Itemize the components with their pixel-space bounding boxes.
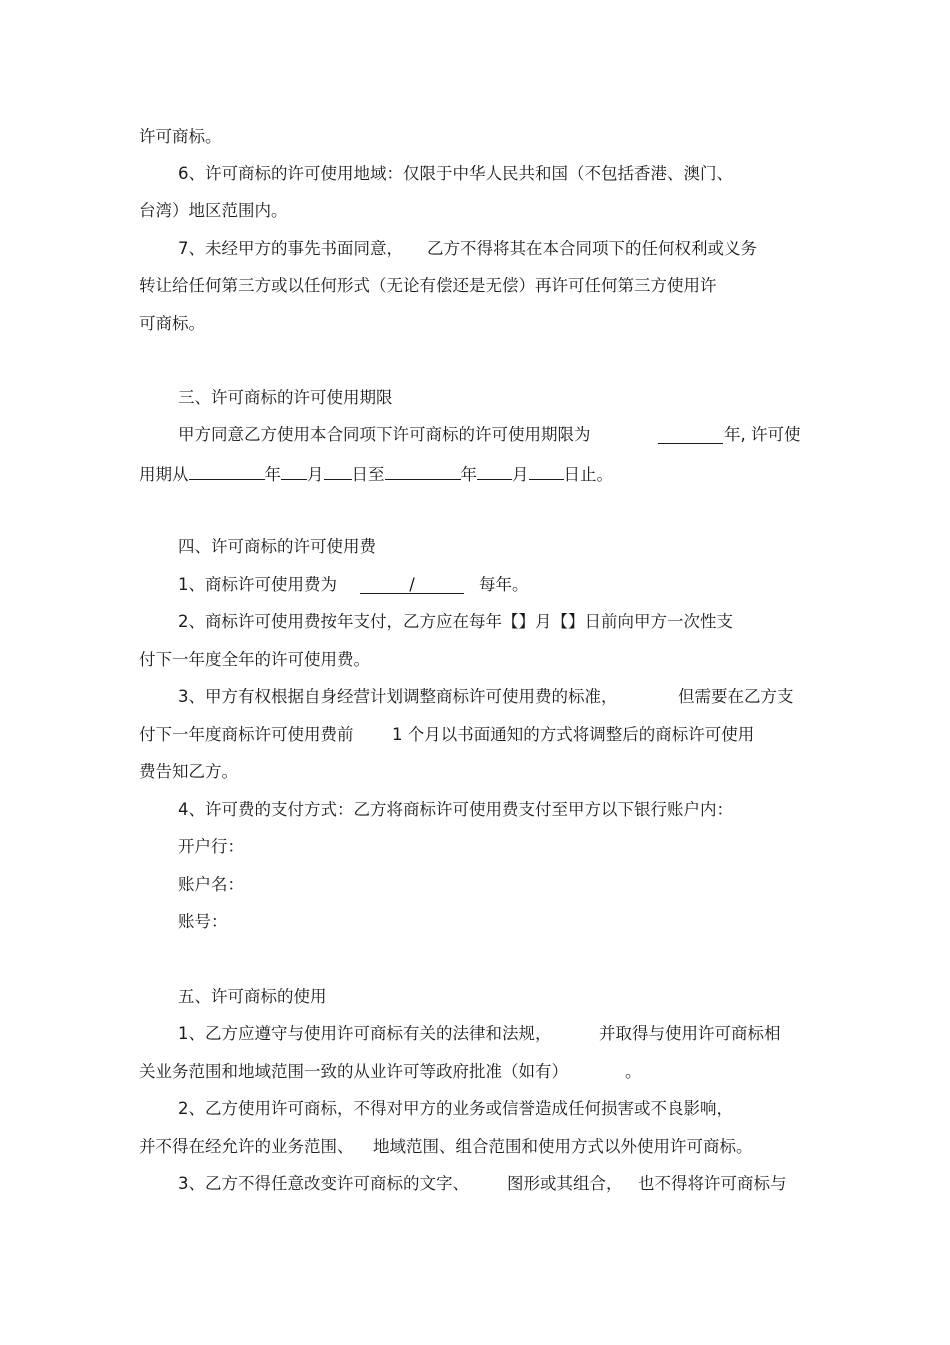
clause-7-line-2: 转让给任何第三方或以任何形式（无论有偿还是无偿）再许可任何第三方使用许 bbox=[139, 276, 717, 295]
section-5-item-1-line-1b: 并取得与使用许可商标相 bbox=[599, 1024, 781, 1043]
start-month-blank bbox=[281, 462, 307, 480]
section-4-item-3-line-3: 费告知乙方。 bbox=[139, 762, 238, 781]
section-4-heading: 四、许可商标的许可使用费 bbox=[178, 537, 376, 556]
section-4-item-3-line-2b: 1 个月以书面通知的方式将调整后的商标许可使用 bbox=[392, 725, 755, 744]
start-year-blank bbox=[189, 462, 265, 480]
end-month-blank bbox=[477, 462, 512, 480]
start-day-label: 日至 bbox=[351, 465, 385, 484]
fee-suffix: 每年。 bbox=[479, 575, 529, 594]
clause-6-line-2: 台湾）地区范围内。 bbox=[139, 201, 288, 220]
section-5-item-2-line-2a: 并不得在经允许的业务范围、 bbox=[139, 1137, 354, 1156]
section-4-item-3-line-1a: 3、甲方有权根据自身经营计划调整商标许可使用费的标准， bbox=[178, 687, 618, 706]
term-years-blank bbox=[658, 426, 723, 444]
start-year-label: 年 bbox=[264, 465, 281, 484]
start-month-label: 月 bbox=[307, 465, 324, 484]
section-5-item-3-line-1c: 也不得将许可商标与 bbox=[638, 1174, 787, 1193]
section-5-item-2-line-1: 2、乙方使用许可商标，不得对甲方的业务或信誉造成任何损害或不良影响， bbox=[178, 1099, 733, 1118]
section-5-item-1-line-2a: 关业务范围和地域范围一致的从业许可等政府批准（如有） bbox=[139, 1062, 568, 1081]
end-year-label: 年 bbox=[460, 465, 477, 484]
end-day-blank bbox=[529, 462, 564, 480]
section-5-item-1-line-2b: 。 bbox=[625, 1062, 642, 1081]
end-day-label: 日止。 bbox=[563, 465, 613, 484]
end-month-label: 月 bbox=[512, 465, 529, 484]
end-year-blank bbox=[385, 462, 461, 480]
section-5-item-2-line-2b: 地域范围、组合范围和使用方式以外使用许可商标。 bbox=[373, 1137, 753, 1156]
section-5-heading: 五、许可商标的使用 bbox=[178, 987, 327, 1006]
section-5-item-3-line-1a: 3、乙方不得任意改变许可商标的文字、 bbox=[178, 1174, 469, 1193]
section-4-item-3-line-1b: 但需要在乙方支 bbox=[678, 687, 794, 706]
clause-7-line-3: 可商标。 bbox=[139, 314, 205, 333]
clause-7-line-1b: 乙方不得将其在本合同项下的任何权利或义务 bbox=[427, 239, 757, 258]
account-name-label: 账户名： bbox=[178, 875, 244, 894]
section-5-item-1-line-1a: 1、乙方应遵守与使用许可商标有关的法律和法规， bbox=[178, 1024, 552, 1043]
section-4-item-4: 4、许可费的支付方式：乙方将商标许可使用费支付至甲方以下银行账户内： bbox=[178, 800, 733, 819]
account-number-label: 账号： bbox=[178, 912, 228, 931]
section-4-item-2-line-1: 2、商标许可使用费按年支付，乙方应在每年【】月【】日前向甲方一次性支 bbox=[178, 612, 733, 631]
section-3-line-1b: 年, 许可使 bbox=[724, 425, 801, 444]
fee-label: 1、商标许可使用费为 bbox=[178, 575, 337, 594]
section-4-item-2-line-2: 付下一年度全年的许可使用费。 bbox=[139, 650, 370, 669]
section-3-line-1a: 甲方同意乙方使用本合同项下许可商标的许可使用期限为 bbox=[178, 425, 591, 444]
bank-label: 开户行： bbox=[178, 837, 244, 856]
term-start-label: 用期从 bbox=[139, 465, 189, 484]
section-3-heading: 三、许可商标的许可使用期限 bbox=[178, 388, 393, 407]
section-4-item-3-line-2a: 付下一年度商标许可使用费前 bbox=[139, 725, 354, 744]
clause-6-line-1: 6、许可商标的许可使用地域：仅限于中华人民共和国（不包括香港、澳门、 bbox=[178, 164, 733, 183]
clause-7-line-1a: 7、未经甲方的事先书面同意， bbox=[178, 239, 403, 258]
section-5-item-3-line-1b: 图形或其组合， bbox=[507, 1174, 623, 1193]
section-3-line-2 bbox=[139, 462, 613, 486]
start-day-blank bbox=[324, 462, 352, 480]
paragraph-continuation: 许可商标。 bbox=[139, 127, 222, 146]
fee-value: / bbox=[360, 576, 464, 594]
